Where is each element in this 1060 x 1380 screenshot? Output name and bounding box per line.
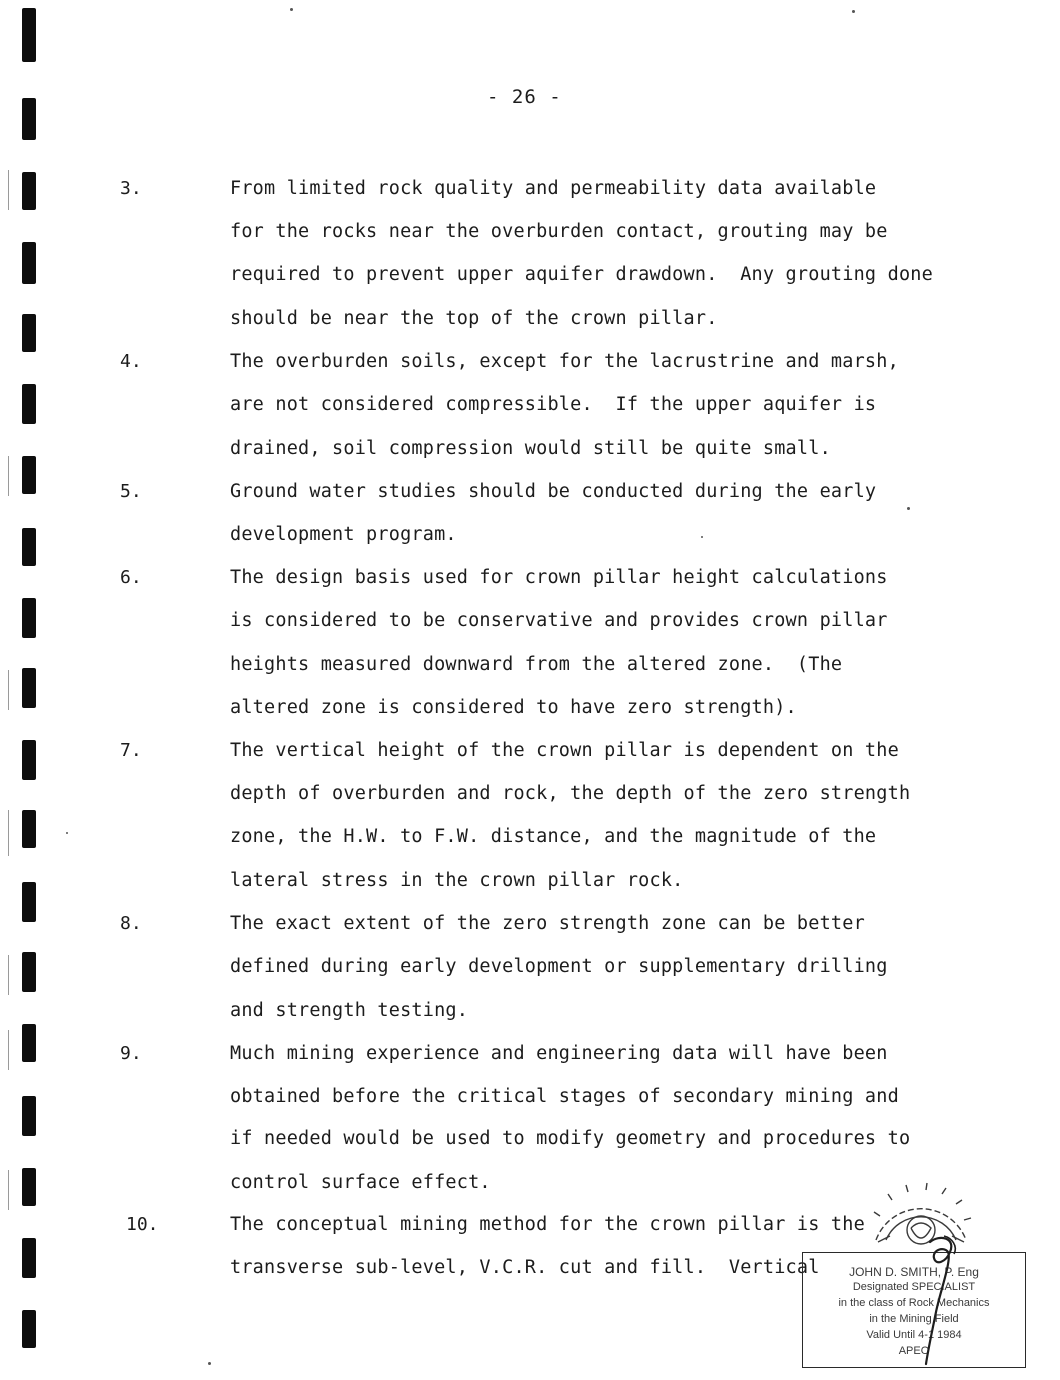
item-text-line: defined during early development or supplementary drilling [230,956,888,977]
item-text-line: From limited rock quality and permeability data available [230,178,877,199]
item-text-line: zone, the H.W. to F.W. distance, and the magnitude of the [230,826,877,847]
item-text-line: The vertical height of the crown pillar is dependent on the [230,740,899,761]
item-text-line: lateral stress in the crown pillar rock. [230,870,684,891]
stamp-line: in the class of Rock Mechanics [838,1297,990,1309]
binder-mark [22,384,36,424]
item-number: 3. [120,178,142,199]
item-number: 10. [126,1214,159,1235]
binder-mark [22,1168,36,1206]
item-text-line: obtained before the critical stages of secondary mining and [230,1086,899,1107]
item-text-line: if needed would be used to modify geometry and procedures to [230,1128,911,1149]
item-text-line: drained, soil compression would still be quite small. [230,438,831,459]
item-text-line: development program. [230,524,457,545]
item-text-line: transverse sub-level, V.C.R. cut and fill. Vertical [230,1257,820,1278]
scan-artifact [8,170,9,210]
item-text-line: altered zone is considered to have zero strength). [230,697,797,718]
item-text-line: should be near the top of the crown pillar. [230,308,718,329]
scan-artifact [8,456,9,496]
item-text-line: The exact extent of the zero strength zone can be better [230,913,865,934]
item-text-line: Much mining experience and engineering data will have been [230,1043,888,1064]
stamp-line: Designated SPECIALIST [852,1281,976,1293]
item-text-line: Ground water studies should be conducted during the early [230,481,877,502]
item-number: 8. [120,913,142,934]
item-number: 7. [120,740,142,761]
binder-mark [22,1096,36,1136]
stamp-line: APEO [898,1345,930,1357]
stamp-line: Valid Until 4-1 1984 [866,1329,962,1341]
item-text-line: control surface effect. [230,1172,491,1193]
binder-mark [22,1024,36,1062]
binder-mark [22,1310,36,1348]
item-text-line: The overburden soils, except for the lacrustrine and marsh, [230,351,899,372]
item-number: 6. [120,567,142,588]
scan-artifact [8,810,9,856]
binder-mark [22,8,36,62]
item-text-line: are not considered compressible. If the upper aquifer is [230,394,877,415]
item-text-line: required to prevent upper aquifer drawdown. Any grouting done [230,264,933,285]
binder-mark [22,1238,36,1278]
binder-mark [22,668,36,708]
binder-mark [22,98,36,140]
binder-mark [22,172,36,210]
binder-mark [22,952,36,992]
binder-mark [22,242,36,284]
scan-speck [852,10,855,13]
item-text-line: heights measured downward from the altered zone. (The [230,654,843,675]
scan-artifact [8,670,9,710]
binder-mark [22,314,36,352]
scan-speck [66,832,68,834]
scan-speck [290,8,293,11]
item-text-line: depth of overburden and rock, the depth of the zero strength [230,783,911,804]
page-number: - 26 - [487,86,562,108]
stamp-line: in the Mining Field [869,1313,959,1325]
binder-mark [22,598,36,638]
binder-mark [22,882,36,922]
binder-mark [22,528,36,566]
signature-icon [900,1232,1000,1372]
item-text-line: The design basis used for crown pillar height calculations [230,567,888,588]
item-text-line: for the rocks near the overburden contact, grouting may be [230,221,888,242]
item-text-line: is considered to be conservative and provides crown pillar [230,610,888,631]
binder-mark [22,456,36,494]
binder-mark [22,810,36,848]
item-number: 5. [120,481,142,502]
scan-artifact [8,1170,9,1210]
item-number: 4. [120,351,142,372]
scan-speck [208,1362,211,1365]
binder-mark [22,740,36,780]
item-number: 9. [120,1043,142,1064]
item-text-line: and strength testing. [230,1000,469,1021]
item-text-line: The conceptual mining method for the crown pillar is the [230,1214,865,1235]
stamp-line: JOHN D. SMITH, P. Eng [849,1265,979,1279]
scan-artifact [8,955,9,995]
scan-speck [907,507,910,510]
scan-artifact [8,1030,9,1070]
scan-speck [701,536,703,538]
